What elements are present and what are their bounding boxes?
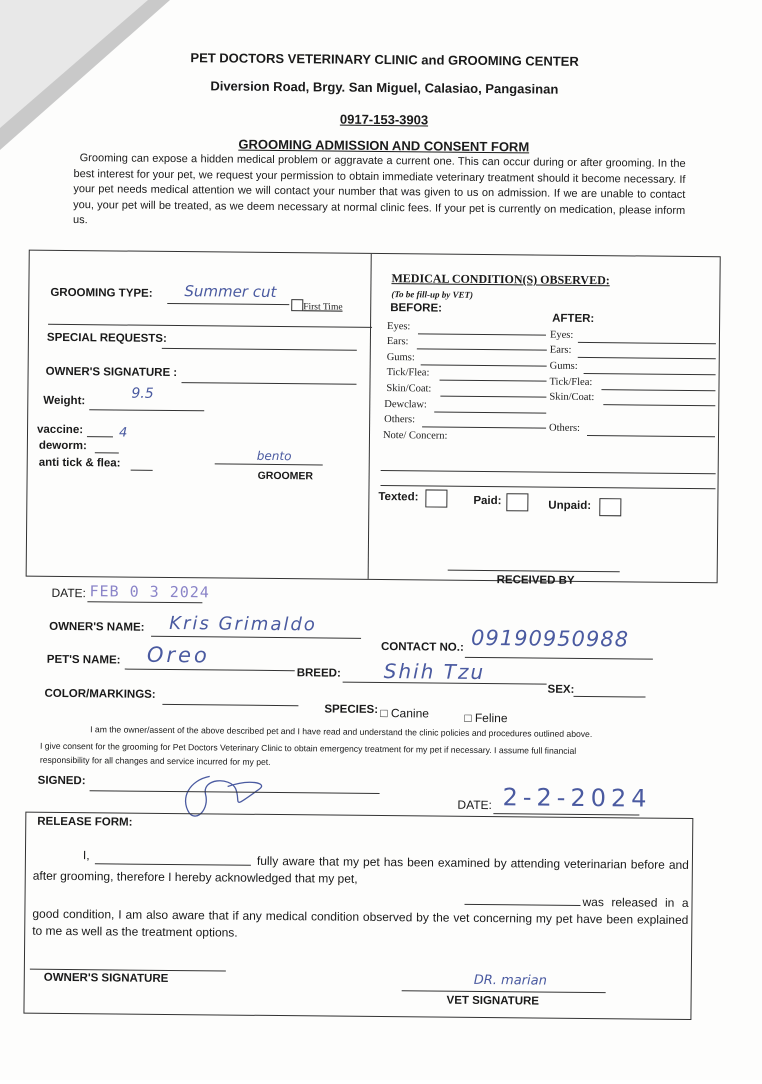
after-eyes-label: Eyes: — [549, 329, 574, 341]
intro-paragraph: Grooming can expose a hidden medical problem or aggravate a current one. This can occur during or after grooming. In the best interest for your pet, we request your permission to obtain immediate veterinary treatment should it become necessary. If your pet needs medical attention we will contact your number that was given to us on admission. If we are unable to contact you, your pet will be treated, as we deem necessary at normal clinic fees. If your pet is currently on medication, please inform us. — [72, 152, 686, 227]
groomer-signature: bento — [256, 448, 292, 464]
first-time-checkbox[interactable] — [291, 299, 303, 311]
feline-checkbox-icon[interactable]: □ — [464, 710, 472, 725]
paid-checkbox[interactable] — [506, 493, 528, 511]
medical-subtitle: (To be fill-up by VET) — [391, 289, 474, 300]
note-concern-label: Note/ Concern: — [382, 430, 448, 442]
before-dewclaw-label: Dewclaw: — [384, 399, 427, 411]
date-label: DATE: — [51, 585, 86, 601]
weight-value[interactable]: 9.5 — [131, 385, 154, 402]
consent-date-value[interactable]: 2-2-2024 — [502, 783, 652, 813]
release-i-label: I, — [82, 848, 90, 863]
pet-name-value[interactable]: Oreo — [146, 642, 210, 668]
unpaid-label: Unpaid: — [548, 499, 592, 513]
consent-line-1: I am the owner/assent of the above described pet and I have read and understand the clinic policies and procedures outlined above. — [90, 724, 593, 740]
after-gums-label: Gums: — [549, 360, 578, 372]
weight-label: Weight: — [43, 394, 86, 408]
color-markings-line[interactable] — [162, 704, 298, 706]
owner-name-value[interactable]: Kris Grimaldo — [169, 612, 317, 636]
date-stamp: FEB 0 3 2024 — [89, 582, 210, 602]
before-others-label: Others: — [384, 414, 416, 426]
breed-line — [343, 682, 547, 685]
anti-tick-line — [131, 470, 153, 471]
after-tick-label: Tick/Flea: — [549, 376, 593, 389]
pet-name-label: PET'S NAME: — [46, 653, 121, 667]
species-label: SPECIES: — [324, 703, 379, 716]
before-ears-label: Ears: — [386, 336, 409, 348]
signed-label: SIGNED: — [37, 774, 86, 788]
species-feline-option[interactable] — [464, 711, 507, 725]
release-text-part-1: fully aware that my pet has been examined by attending veterinarian before and after grooming, therefore I hereby acknowledged that my pet, — [32, 853, 689, 886]
species-canine-option[interactable] — [380, 706, 429, 720]
breed-label: BREED: — [296, 667, 341, 680]
contact-value[interactable]: 09190950988 — [470, 625, 630, 652]
date-line — [87, 601, 202, 603]
deworm-label: deworm: — [38, 439, 87, 453]
vaccine-value[interactable]: 4 — [118, 425, 128, 441]
consent-line-2: I give consent for the grooming for Pet Doctors Veterinary Clinic to obtain emergency treatment for my pet if necessary. I assume full financial — [39, 740, 577, 756]
after-label: AFTER: — [552, 312, 595, 326]
owner-name-line — [151, 636, 361, 639]
grooming-medical-box — [26, 250, 721, 584]
texted-checkbox[interactable] — [425, 489, 447, 507]
after-skin-label: Skin/Coat: — [549, 391, 595, 404]
breed-value[interactable]: Shih Tzu — [383, 659, 486, 685]
release-title: RELEASE FORM: — [37, 815, 133, 829]
before-gums-label: Gums: — [386, 352, 415, 364]
owner-signature-label: OWNER'S SIGNATURE : — [45, 365, 178, 380]
deworm-line — [95, 452, 119, 453]
pet-name-line — [125, 669, 295, 672]
vaccine-label: vaccine: — [36, 423, 84, 437]
sex-label: SEX: — [547, 683, 575, 696]
before-skin-label: Skin/Coat: — [386, 383, 432, 395]
contact-line — [465, 657, 653, 660]
clinic-address: Diversion Road, Brgy. San Miguel, Calasiao, Pangasinan — [210, 78, 559, 97]
canine-label: Canine — [390, 706, 430, 721]
paid-label: Paid: — [473, 494, 502, 508]
medical-title: MEDICAL CONDITION(S) OBSERVED: — [391, 271, 610, 288]
consent-date-line — [493, 813, 639, 815]
vet-signature-label: VET SIGNATURE — [446, 994, 540, 1008]
groomer-label: GROOMER — [257, 469, 314, 483]
after-ears-label: Ears: — [549, 344, 572, 356]
form-title: GROOMING ADMISSION AND CONSENT FORM — [238, 136, 530, 155]
unpaid-checkbox[interactable] — [599, 498, 621, 516]
before-eyes-label: Eyes: — [386, 321, 411, 333]
canine-checkbox-icon[interactable]: □ — [380, 706, 388, 721]
consent-date-label: DATE: — [457, 797, 492, 813]
owner-name-label: OWNER'S NAME: — [49, 620, 145, 634]
contact-label: CONTACT NO.: — [380, 641, 464, 654]
after-others-label: Others: — [549, 422, 581, 434]
feline-label: Feline — [474, 710, 508, 726]
grooming-type-value[interactable]: Summer cut — [184, 282, 277, 301]
clinic-phone: 0917-153-3903 — [339, 111, 429, 128]
first-time-label: First Time — [303, 302, 343, 313]
sex-line[interactable] — [574, 696, 646, 698]
before-label: BEFORE: — [390, 302, 443, 315]
texted-label: Texted: — [378, 490, 419, 504]
owner-signature-label-release: OWNER'S SIGNATURE — [43, 971, 169, 985]
grooming-type-label: GROOMING TYPE: — [50, 286, 153, 300]
release-text-part-2: was released in a good condition, I am also aware that if any medical condition observed by the vet concerning my pet have been explained to me as well as the treatment options. — [32, 894, 689, 940]
anti-tick-label: anti tick & flea: — [38, 456, 121, 470]
special-requests-label: SPECIAL REQUESTS: — [46, 331, 167, 345]
consent-line-3: responsibility for all changes and service incurred for my pet. — [39, 754, 271, 767]
before-tick-label: Tick/Flea: — [386, 367, 430, 379]
received-by-label: RECEIVED BY — [496, 574, 575, 587]
clinic-name: PET DOCTORS VETERINARY CLINIC and GROOMING CENTER — [190, 50, 579, 69]
vet-signature-value: DR. marian — [473, 972, 547, 989]
color-markings-label: COLOR/MARKINGS: — [44, 687, 156, 701]
